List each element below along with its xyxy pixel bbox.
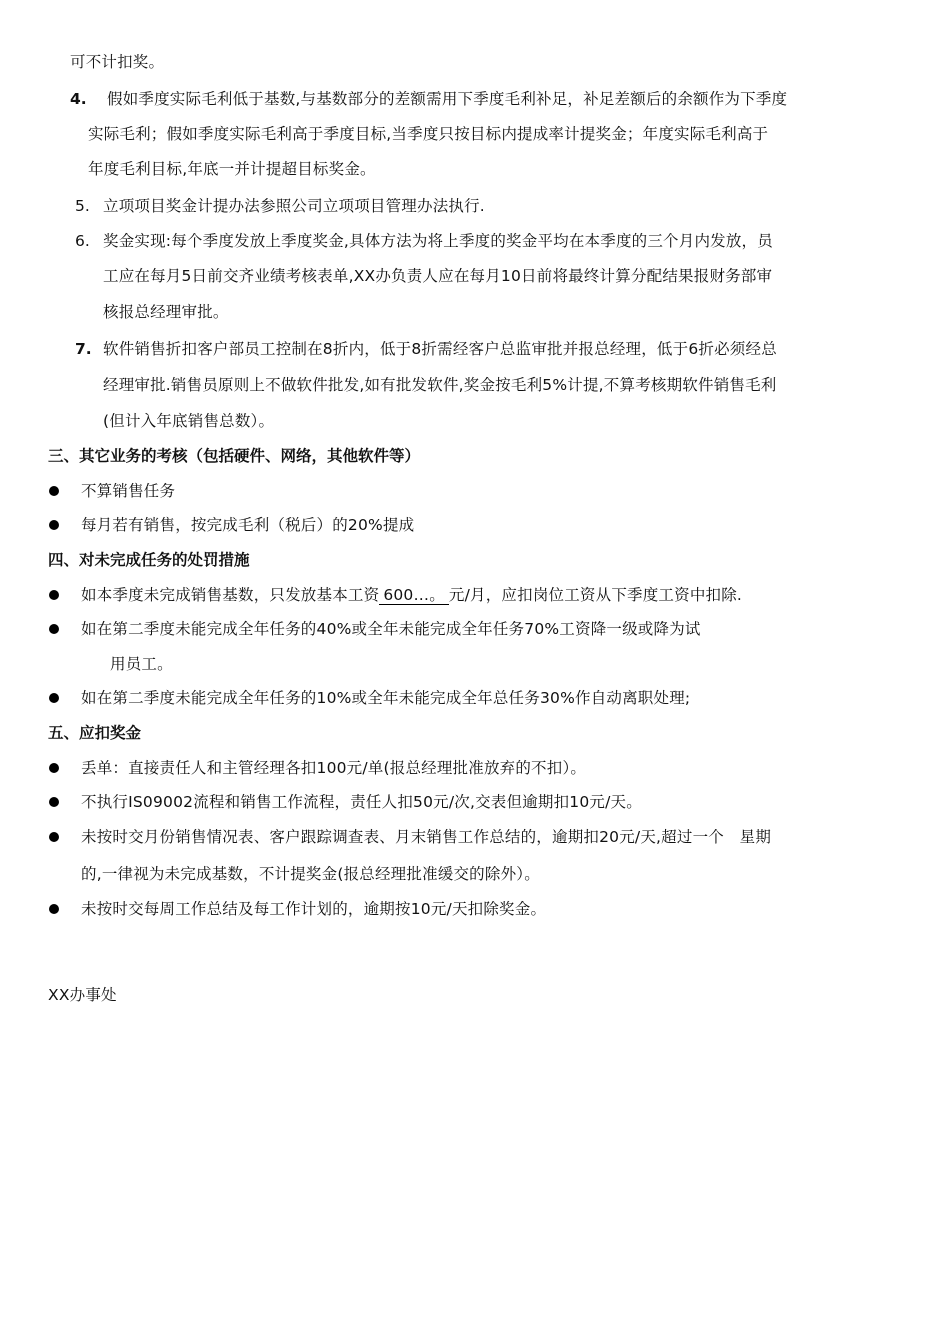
text-segment: 元/月，应扣岗位工资从下季度工资中扣除. bbox=[448, 586, 743, 604]
bullet-text: 每月若有销售，按完成毛利（税后）的20%提成 bbox=[81, 516, 415, 534]
bullet-icon bbox=[49, 763, 59, 773]
text-line: 工应在每月5日前交齐业绩考核表单,XX办负责人应在每月10日前将最终计算分配结果报财务部审 bbox=[103, 267, 773, 285]
bullet-text-continued: 的,一律视为未完成基数，不计提奖金(报总经理批准缓交的除外）。 bbox=[81, 865, 540, 883]
text-line: (但计入年底销售总数）。 bbox=[103, 412, 275, 430]
bullet-text: 未按时交每周工作总结及每工作计划的，逾期按10元/天扣除奖金。 bbox=[81, 900, 547, 918]
bullet-text-continued: 用员工。 bbox=[110, 655, 173, 673]
text-line: 实际毛利；假如季度实际毛利高于季度目标,当季度只按目标内提成率计提奖金；年度实际毛利高于 bbox=[88, 125, 769, 143]
section-heading: 五、应扣奖金 bbox=[48, 724, 142, 742]
section-heading: 三、其它业务的考核（包括硬件、网络，其他软件等） bbox=[48, 447, 421, 465]
bullet-icon bbox=[49, 590, 59, 600]
text-line: 可不计扣奖。 bbox=[70, 53, 165, 71]
item-number-6: 6. bbox=[75, 232, 90, 250]
bullet-text bbox=[81, 585, 742, 605]
text-line: 年度毛利目标,年底一并计提超目标奖金。 bbox=[88, 160, 376, 178]
bullet-text: 未按时交月份销售情况表、客户跟踪调查表、月末销售工作总结的，逾期扣20元/天,超过一个 星期 bbox=[81, 828, 772, 846]
text-segment: 如本季度未完成销售基数，只发放基本工资 bbox=[81, 586, 380, 604]
bullet-icon bbox=[49, 832, 59, 842]
bullet-icon bbox=[49, 486, 59, 496]
text-line: 核报总经理审批。 bbox=[103, 303, 229, 321]
text-line: 经理审批.销售员原则上不做软件批发,如有批发软件,奖金按毛利5%计提,不算考核期软件销售毛利 bbox=[103, 376, 777, 394]
bullet-icon bbox=[49, 624, 59, 634]
item-number-5: 5. bbox=[75, 197, 90, 215]
bullet-text: 不执行IS09002流程和销售工作流程，责任人扣50元/次,交表但逾期扣10元/天。 bbox=[81, 793, 642, 811]
text-line: 立项项目奖金计提办法参照公司立项项目管理办法执行. bbox=[103, 197, 485, 215]
text-line: 奖金实现:每个季度发放上季度奖金,具体方法为将上季度的奖金平均在本季度的三个月内发放，员 bbox=[103, 232, 773, 250]
bullet-text: 丢单：直接责任人和主管经理各扣100元/单(报总经理批准放弃的不扣）。 bbox=[81, 759, 587, 777]
bullet-icon bbox=[49, 693, 59, 703]
text-line: 假如季度实际毛利低于基数,与基数部分的差额需用下季度毛利补足，补足差额后的余额作为下季度 bbox=[107, 90, 788, 108]
item-number-7: 7. bbox=[75, 340, 92, 358]
bullet-icon bbox=[49, 904, 59, 914]
salary-blank: 600…。 bbox=[379, 587, 449, 605]
bullet-icon bbox=[49, 797, 59, 807]
section-heading: 四、对未完成任务的处罚措施 bbox=[48, 551, 250, 569]
text-line: 软件销售折扣客户部员工控制在8折内，低于8折需经客户总监审批并报总经理，低于6折必须经总 bbox=[103, 340, 777, 358]
bullet-icon bbox=[49, 520, 59, 530]
bullet-text: 如在第二季度未能完成全年任务的40%或全年未能完成全年任务70%工资降一级或降为试 bbox=[81, 620, 701, 638]
bullet-text: 如在第二季度未能完成全年任务的10%或全年未能完成全年总任务30%作自动离职处理; bbox=[81, 689, 691, 707]
bullet-text: 不算销售任务 bbox=[81, 482, 176, 500]
item-number-4: 4. bbox=[70, 90, 87, 108]
signature-office: XX办事处 bbox=[48, 986, 117, 1004]
